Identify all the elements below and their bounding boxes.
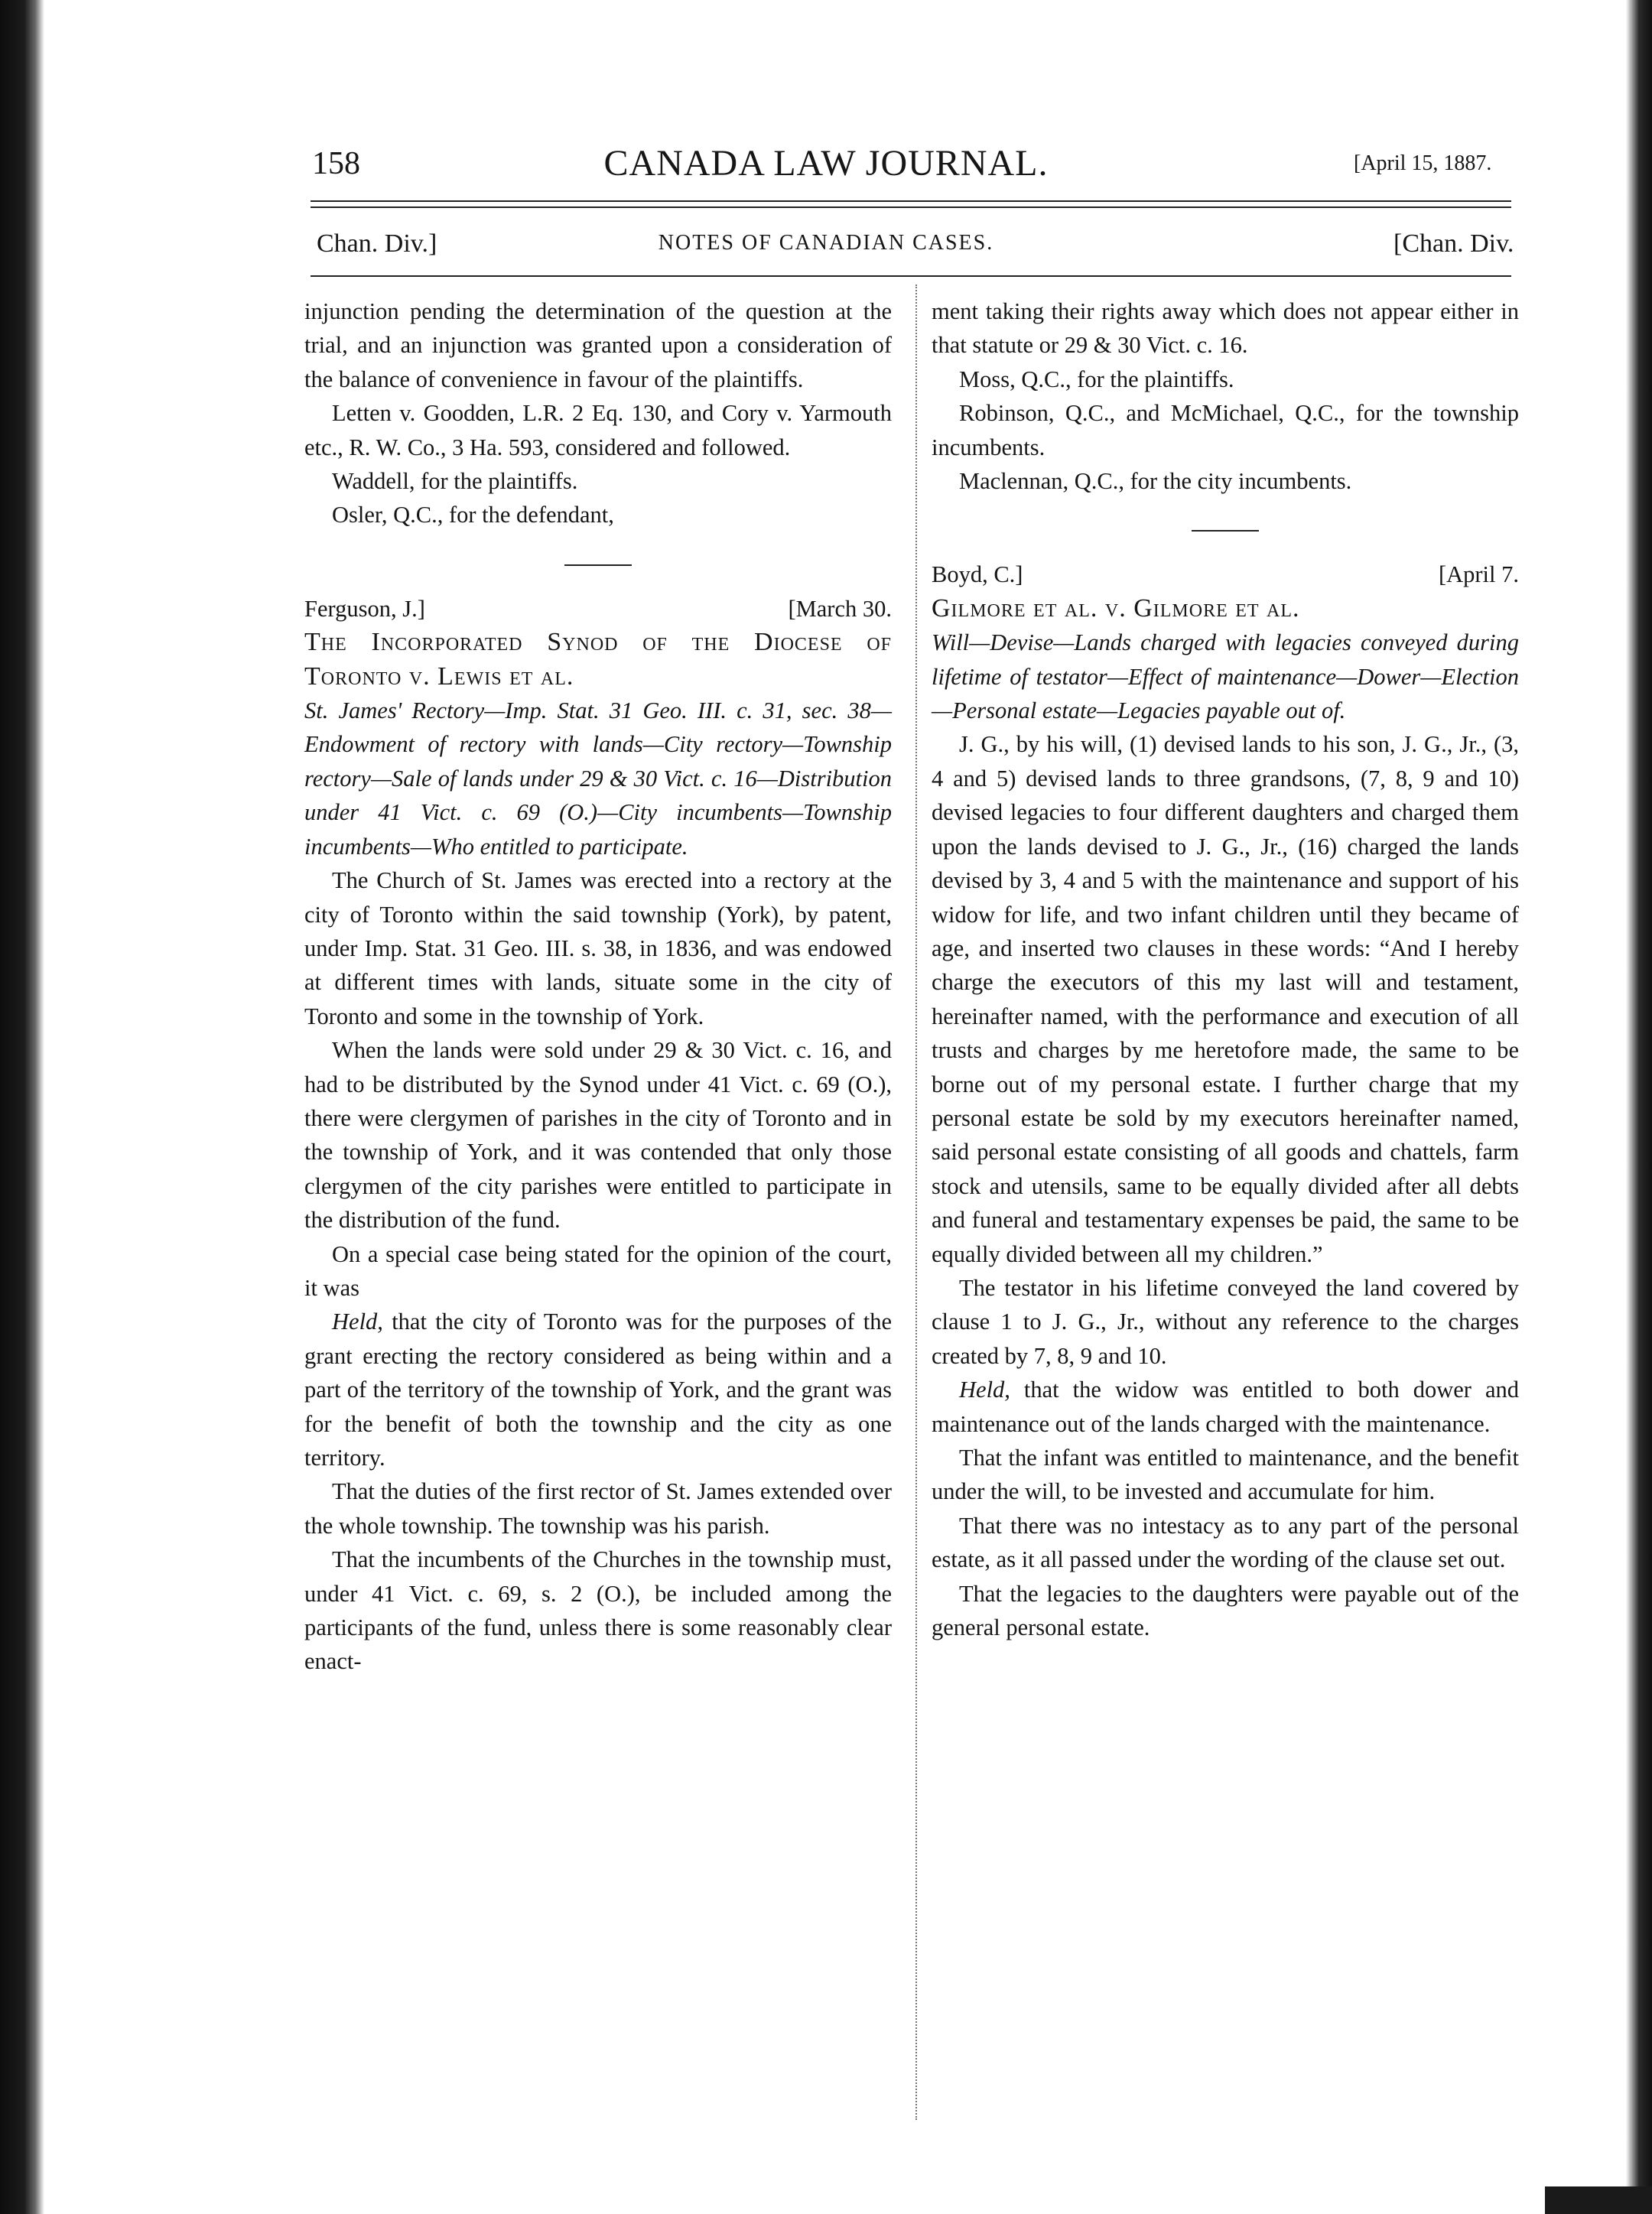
held-word: Held, xyxy=(332,1309,383,1335)
case-paragraph: That the incumbents of the Churches in the township must, under 41 Vict. c. 69, s. 2 (O.), be included among the participants of the fund, unless there is some reasonably clear enact- xyxy=(304,1546,892,1675)
column-divider xyxy=(915,284,917,2120)
cited-cases: Letten v. Goodden, L.R. 2 Eq. 130, and Cory v. Yarmouth etc., R. W. Co., 3 Ha. 593, considered and followed. xyxy=(304,400,892,460)
case-heading xyxy=(932,558,1519,591)
scan-edge-right xyxy=(1626,0,1652,2214)
counsel-plaintiffs: Waddell, for the plaintiffs. xyxy=(332,468,578,495)
case-paragraph: That the legacies to the daughters were payable out of the general personal estate. xyxy=(932,1580,1519,1641)
case-divider xyxy=(1192,530,1259,532)
page-number: 158 xyxy=(312,146,360,181)
case-paragraph: The Church of St. James was erected into a rectory at the city of Toronto within the said township (York), by patent, under Imp. Stat. 31 Geo. III. s. 38, in 1836, and was endowed at different times with lands, situate some in the city of Toronto and some in the township of York. xyxy=(304,867,892,1029)
case-paragraph: That there was no intestacy as to any part of the personal estate, as it all passed under the wording of the clause set out. xyxy=(932,1512,1519,1573)
counsel-line: Maclennan, Q.C., for the city incumbents. xyxy=(959,468,1352,495)
scan-bottom-shadow xyxy=(1545,2186,1652,2214)
case-paragraph: That the infant was entitled to maintenance, and the benefit under the will, to be invested and accumulate for him. xyxy=(932,1445,1519,1505)
section-label-right: [Chan. Div. xyxy=(1393,229,1514,258)
held-word: Held, xyxy=(959,1377,1010,1403)
scan-edge-left xyxy=(0,0,44,2214)
case-paragraph: J. G., by his will, (1) devised lands to his son, J. G., Jr., (3, 4 and 5) devised lands to three grandsons, (7, 8, 9 and 10) devised legacies to four different daughters and charged them upon the lands devised to J. G., Jr., (16) charged the lands devised by 3, 4 and 5 with the maintenance and support of his widow for life, and two infant children until they became of age, and inserted two clauses in these words: “And I hereby charge the executors of this my last will and testament, hereinafter named, with the performance and execution of all trusts and charges by me heretofore made, the same to be borne out of my personal estate. I further charge that my personal estate be sold by my executors hereinafter named, said personal estate consisting of all goods and chattels, farm stock and utensils, same to be equally divided after all debts and funeral and testamentary expenses be paid, the same to be equally divided between all my children.” xyxy=(932,731,1519,1267)
case-heading xyxy=(304,592,892,626)
case-paragraph: On a special case being stated for the opinion of the court, it was xyxy=(304,1240,892,1301)
held-text: that the widow was entitled to both dower and maintenance out of the lands charged with the maintenance. xyxy=(932,1377,1519,1437)
case-syllabus: Will—Devise—Lands charged with legacies conveyed during lifetime of testator—Effect of maintenance—Dower—Election—Personal estate—Legacies payable out of. xyxy=(932,629,1519,724)
case-title: The Incorporated Synod of the Diocese of Toronto v. Lewis et al. xyxy=(304,628,892,691)
header-rule-top xyxy=(311,200,1511,202)
header-rule-top-double xyxy=(311,206,1511,208)
decision-date: [March 30. xyxy=(788,595,892,622)
left-column xyxy=(304,294,892,1679)
header-rule-bottom xyxy=(311,275,1511,277)
counsel-line: Robinson, Q.C., and McMichael, Q.C., for the township incumbents. xyxy=(932,400,1519,460)
continuation-paragraph: injunction pending the determination of the question at the trial, and an injunction was granted upon a consideration of the balance of convenience in favour of the plaintiffs. xyxy=(304,298,892,392)
counsel-line: Moss, Q.C., for the plaintiffs. xyxy=(959,366,1234,392)
held-paragraph xyxy=(304,1305,892,1474)
decision-date: [April 7. xyxy=(1438,561,1519,588)
continuation-paragraph: ment taking their rights away which does not appear either in that statute or 29 & 30 Vict. c. 16. xyxy=(932,298,1519,359)
case-syllabus: St. James' Rectory—Imp. Stat. 31 Geo. III. c. 31, sec. 38—Endowment of rectory with lands—City rectory—Township rectory—Sale of lands under 29 & 30 Vict. c. 16—Distribution under 41 Vict. c. 69 (O.)—City incumbents—Township incumbents—Who entitled to participate. xyxy=(304,697,892,860)
case-title: Gilmore et al. v. Gilmore et al. xyxy=(932,593,1300,623)
issue-date: [April 15, 1887. xyxy=(1354,151,1492,175)
judge-name: Boyd, C.] xyxy=(932,561,1023,588)
held-text: that the city of Toronto was for the purposes of the grant erecting the rectory considered as being within and a part of the territory of the township of York, and the grant was for the benefit of both the township and the city as one territory. xyxy=(304,1309,893,1471)
case-paragraph: The testator in his lifetime conveyed the land covered by clause 1 to J. G., Jr., without any reference to the charges created by 7, 8, 9 and 10. xyxy=(932,1274,1519,1369)
judge-name: Ferguson, J.] xyxy=(304,595,425,622)
held-paragraph xyxy=(932,1373,1519,1441)
section-label-left: Chan. Div.] xyxy=(317,229,437,258)
counsel-defendant: Osler, Q.C., for the defendant, xyxy=(332,502,614,528)
case-paragraph: That the duties of the first rector of St. James extended over the whole township. The township was his parish. xyxy=(304,1478,892,1539)
case-paragraph: When the lands were sold under 29 & 30 Vict. c. 16, and had to be distributed by the Synod under 41 Vict. c. 69 (O.), there were clergymen of parishes in the city of Toronto and in the township of York, and it was contended that only those clergymen of the city parishes were entitled to participate in the distribution of the fund. xyxy=(304,1037,892,1234)
right-column xyxy=(932,294,1519,1644)
journal-title: CANADA LAW JOURNAL. xyxy=(603,143,1049,184)
case-divider xyxy=(564,564,632,566)
section-label-center: NOTES OF CANADIAN CASES. xyxy=(658,231,994,255)
